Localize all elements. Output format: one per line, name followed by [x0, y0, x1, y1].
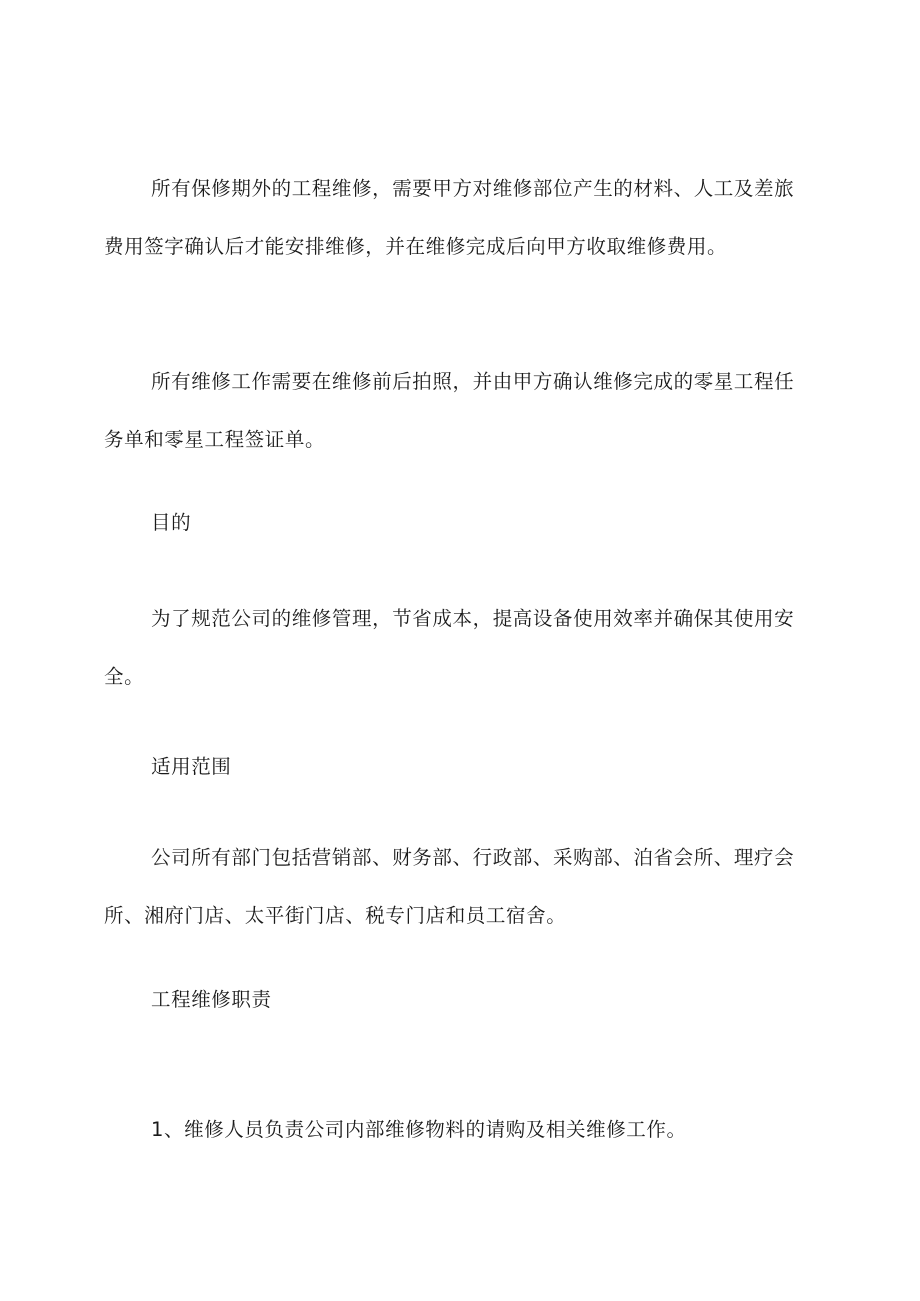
paragraph-purpose: 为了规范公司的维修管理，节省成本，提高设备使用效率并确保其使用安全。: [104, 607, 795, 688]
paragraph-duty-1: 1、维修人员负责公司内部维修物料的请购及相关维修工作。: [151, 1118, 687, 1141]
paragraph-warranty-repair: 所有保修期外的工程维修，需要甲方对维修部位产生的材料、人工及差旅费用签字确认后才能安排维修，并在维修完成后向甲方收取维修费用。: [104, 177, 795, 258]
heading-purpose: 目的: [151, 511, 192, 534]
paragraph-photo-confirmation: 所有维修工作需要在维修前后拍照，并由甲方确认维修完成的零星工程任务单和零星工程签证单。: [104, 370, 795, 451]
heading-scope: 适用范围: [151, 755, 232, 778]
heading-duties: 工程维修职责: [151, 988, 272, 1011]
paragraph-scope: 公司所有部门包括营销部、财务部、行政部、采购部、泊省会所、理疗会所、湘府门店、太平街门店、税专门店和员工宿舍。: [104, 846, 795, 927]
